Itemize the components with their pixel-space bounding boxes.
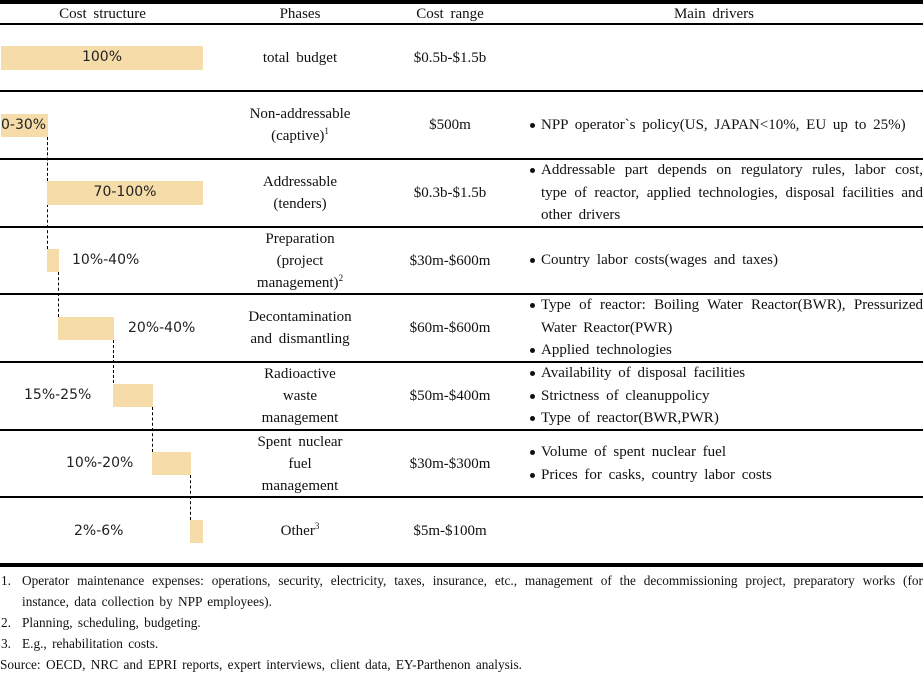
footnote-1: 1. Operator maintenance expenses: operations, security, electricity, taxes, insurance, etc., management of the decommissioning project, preparatory works (for instance, data collection by NPP employees). [1,573,923,609]
footnotes [0,570,923,675]
cost-range-cell: $0.5b-$1.5b [413,49,487,66]
drivers-cell [528,92,923,158]
footnote-3: 3. E.g., rehabilitation costs. [1,636,159,651]
phase-cell [205,431,395,496]
header-main-drivers: Main drivers [673,6,755,22]
phase-text: Decontamination [248,309,352,325]
driver-item: Prices for casks, country labor costs [528,464,923,487]
phase-text: waste [282,388,318,404]
drivers-cell [528,431,923,496]
drivers-cell [528,363,923,429]
phase-text: Addressable [262,174,338,190]
driver-item: Country labor costs(wages and taxes) [528,249,923,272]
driver-item: Volume of spent nuclear fuel [528,441,923,464]
bullet-icon [530,123,535,128]
drivers-cell [528,295,923,361]
phase-text: management [261,410,339,426]
footnote-ref: 1 [324,126,329,136]
driver-item: Type of reactor: Boiling Water Reactor(BWR), Pressurized Water Reactor(PWR) [528,294,923,339]
phase-cell [205,160,395,226]
waterfall-connector [190,475,191,520]
cost-range-cell: $60m-$600m [409,320,491,336]
cost-range-cell: $30m-$300m [409,455,491,472]
phase-text: Spent nuclear [257,433,343,450]
drivers-cell [528,160,923,226]
cost-bar-decontamination [58,317,114,340]
phase-text: Other [280,522,315,539]
phase-text: (captive) [271,128,325,144]
cost-share-label: 15%-25% [24,387,92,403]
cost-bar-spent-fuel [152,452,191,475]
bullet-icon [530,473,535,478]
phase-text: management [261,477,339,494]
cost-bar-preparation [47,249,59,272]
phase-text: Radioactive [264,366,336,382]
bullet-icon [530,450,535,455]
waterfall-connector [47,204,48,249]
cost-share-label: 100% [81,49,123,65]
phase-text: Non-addressable [249,106,351,122]
source-note: Source: OECD, NRC and EPRI reports, expert interviews, client data, EY-Parthenon analysis. [0,657,523,672]
phase-text: and dismantling [250,331,350,347]
phase-text: fuel [288,455,312,472]
cost-bar-other [190,520,203,543]
phase-text: total budget [262,49,338,66]
cost-range-cell: $50m-$400m [409,388,491,404]
header-phases: Phases [279,6,321,22]
waterfall-connector [152,407,153,452]
driver-item: Addressable part depends on regulatory rules, labor cost, type of reactor, applied technologies, disposal facilities and other drivers [528,159,923,227]
driver-item: Availability of disposal facilities [528,362,923,385]
phase-cell [205,228,395,293]
phase-text: management) [256,274,339,291]
cost-share-label: 2%-6% [74,523,124,539]
phase-cell [205,25,395,90]
waterfall-connector [113,340,114,383]
cost-share-label: 10%-20% [66,455,134,471]
phase-cell [205,363,395,429]
footnote-2: 2. Planning, scheduling, budgeting. [1,615,201,630]
cost-share-label: 70-100% [93,184,157,200]
phase-cell [205,498,395,563]
header-cost-range: Cost range [416,6,484,22]
cost-range-cell: $0.3b-$1.5b [413,185,487,201]
bullet-icon [530,394,535,399]
phase-text: (tenders) [273,196,327,212]
driver-item: Strictness of cleanuppolicy [528,385,923,408]
phase-text: Preparation [265,230,335,247]
waterfall-connector [47,137,48,181]
waterfall-connector [58,272,59,317]
bullet-icon [530,416,535,421]
driver-item: Applied technologies [528,339,923,362]
cost-share-label: 10%-40% [72,252,140,268]
bullet-icon [530,258,535,263]
cost-range-cell: $5m-$100m [413,522,487,539]
cost-share-label: 0-30% [1,117,47,133]
cost-bar-radioactive-waste [113,384,153,407]
header-cost-structure: Cost structure [59,6,146,22]
bullet-icon [530,371,535,376]
phase-cell [205,92,395,158]
drivers-cell [528,228,923,293]
driver-item: Type of reactor(BWR,PWR) [528,407,923,430]
phase-text: (project [276,252,324,269]
footnote-ref: 2 [338,272,344,283]
cost-range-cell: $500m [429,117,471,133]
driver-item: NPP operator`s policy(US, JAPAN<10%, EU up to 25%) [528,114,923,137]
cost-range-cell: $30m-$600m [409,252,491,269]
bullet-icon [530,348,535,353]
phase-cell [205,295,395,361]
table-bottom-rule [0,563,923,567]
footnote-ref: 3 [314,520,320,531]
bullet-icon [530,303,535,308]
bullet-icon [530,168,535,173]
cost-share-label: 20%-40% [128,320,196,336]
